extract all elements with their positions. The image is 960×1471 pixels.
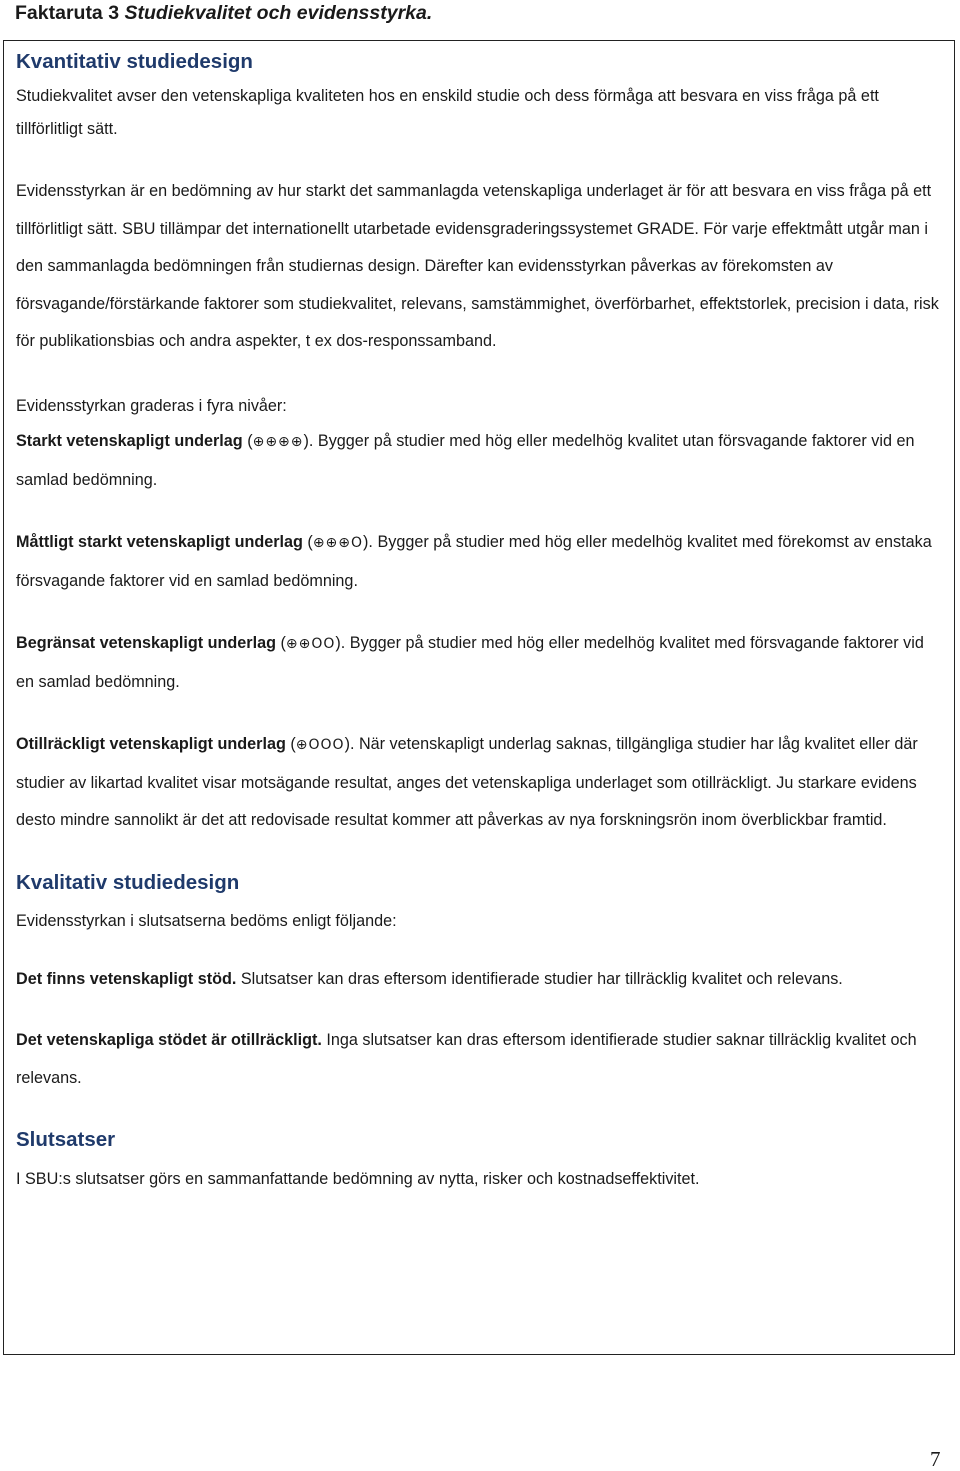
grade-symbols-icon: ⊕⊕⊕⊕ <box>252 434 304 450</box>
fact-box-content <box>16 47 944 1196</box>
fact-box <box>3 40 955 1355</box>
grade-symbols-icon: ⊕⊕OO <box>285 636 336 652</box>
level-text: Bygger på studier med hög eller medelhög kvalitet med försvagande faktorer vid en samlad bedömning. <box>16 634 924 691</box>
evidence-level-insufficient: Otillräckligt vetenskapligt underlag (⊕OOO). När vetenskapligt underlag saknas, tillgängliga studier har låg kvalitet eller där studier av likartad kvalitet visar motsägande resultat, anges det vetenskapliga underlaget som otillräckligt. Ju starkare evidens desto mindre sannolikt är det att redovisade resultat kommer att påverkas av nya forskningsrön inom överblickbar framtid. <box>16 735 918 829</box>
level-label: Måttligt starkt vetenskapligt underlag <box>16 533 303 551</box>
quant-paragraph-2: Evidensstyrkan är en bedömning av hur starkt det sammanlagda vetenskapliga underlaget är för att besvara en viss fråga på ett tillförlitligt sätt. SBU tillämpar det internationellt utarbetade evidensgraderingssystemet GRADE. För varje effektmått utgår man i den sammanlagda bedömningen från studiernas design. Därefter kan evidensstyrkan påverkas av förekomsten av försvagande/förstärkande faktorer som studiekvalitet, relevans, samstämmighet, överförbarhet, effektstorlek, precision i data, risk för publikationsbias och andra aspekter, t ex dos-responssamband. <box>16 182 939 350</box>
qual-item-label: Det vetenskapliga stödet är otillräckligt. <box>16 1031 322 1049</box>
level-label: Otillräckligt vetenskapligt underlag <box>16 735 286 753</box>
fact-box-number: Faktaruta 3 <box>15 2 120 24</box>
evidence-level-limited: Begränsat vetenskapligt underlag (⊕⊕OO). Bygger på studier med hög eller medelhög kvalitet med försvagande faktorer vid en samlad bedömning. <box>16 634 924 691</box>
qual-heading: Kvalitativ studiedesign <box>16 870 240 894</box>
qual-item-label: Det finns vetenskapligt stöd. <box>16 969 237 988</box>
grade-symbols-icon: ⊕OOO <box>295 737 345 753</box>
fact-box-title <box>15 0 432 26</box>
evidence-level-moderate: Måttligt starkt vetenskapligt underlag (⊕⊕⊕O). Bygger på studier med hög eller medelhög kvalitet med förekomst av enstaka försvagande faktorer vid en samlad bedömning. <box>16 533 932 590</box>
level-text: Bygger på studier med hög eller medelhög kvalitet med förekomst av enstaka försvagande faktorer vid en samlad bedömning. <box>16 533 932 590</box>
qual-intro: Evidensstyrkan i slutsatserna bedöms enligt följande: <box>16 911 397 930</box>
grade-symbols-icon: ⊕⊕⊕O <box>312 535 364 551</box>
page-number: 7 <box>930 1447 941 1471</box>
quant-paragraph-3: Evidensstyrkan graderas i fyra nivåer: <box>16 396 287 415</box>
evidence-level-strong: Starkt vetenskapligt underlag (⊕⊕⊕⊕). Bygger på studier med hög eller medelhög kvalitet utan försvagande faktorer vid en samlad bedömning. <box>16 432 915 489</box>
level-text: När vetenskapligt underlag saknas, tillgängliga studier har låg kvalitet eller där studier av likartad kvalitet visar motsägande resultat, anges det vetenskapliga underlaget som otillräckligt. Ju starkare evidens desto mindre sannolikt är det att redovisade resultat kommer att påverkas av nya forskningsrön inom överblickbar framtid. <box>16 735 918 829</box>
fact-box-subtitle: Studiekvalitet och evidensstyrka. <box>124 2 433 24</box>
quant-heading: Kvantitativ studiedesign <box>16 50 253 73</box>
qual-item-text: Inga slutsatser kan dras eftersom identifierade studier saknar tillräcklig kvalitet och relevans. <box>16 1031 917 1087</box>
conclusions-text: I SBU:s slutsatser görs en sammanfattande bedömning av nytta, risker och kostnadseffektivitet. <box>16 1170 700 1188</box>
qual-item-insufficient <box>16 1022 944 1097</box>
quant-paragraph-1: Studiekvalitet avser den vetenskapliga kvaliteten hos en enskild studie och dess förmåga att besvara en viss fråga på ett tillförlitligt sätt. <box>16 87 879 138</box>
conclusions-heading: Slutsatser <box>16 1128 116 1151</box>
level-label: Starkt vetenskapligt underlag <box>16 432 243 450</box>
level-label: Begränsat vetenskapligt underlag <box>16 634 276 652</box>
qual-item-support <box>16 961 944 999</box>
level-text: Bygger på studier med hög eller medelhög kvalitet utan försvagande faktorer vid en samlad bedömning. <box>16 432 915 489</box>
qual-item-text: Slutsatser kan dras eftersom identifierade studier har tillräcklig kvalitet och relevans. <box>240 969 843 988</box>
